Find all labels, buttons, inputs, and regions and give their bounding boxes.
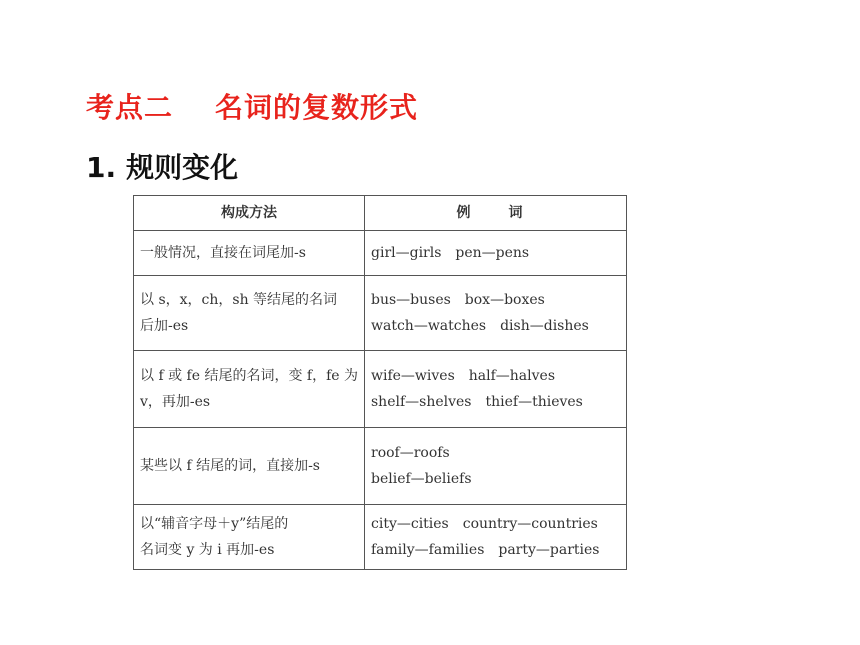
method-line: 某些以 f 结尾的词，直接加-s: [140, 458, 320, 474]
example-line: watch—watches dish—dishes: [371, 318, 589, 334]
table-row: [134, 231, 627, 276]
method-line: v，再加-es: [140, 394, 211, 410]
method-line: 以 f 或 fe 结尾的名词，变 f，fe 为: [140, 368, 358, 384]
section-number: 考点二: [86, 91, 174, 124]
subsection-heading: [86, 146, 238, 186]
table-row: [134, 505, 627, 570]
examples-cell: [365, 276, 627, 351]
method-cell: [134, 231, 365, 276]
method-cell: [134, 351, 365, 428]
plural-rules-table: [133, 195, 627, 570]
method-line: 名词变 y 为 i 再加-es: [140, 542, 275, 558]
examples-cell: [365, 231, 627, 276]
examples-cell: [365, 351, 627, 428]
section-title: 名词的复数形式: [215, 91, 419, 124]
table-row: [134, 351, 627, 428]
table-row: [134, 428, 627, 505]
method-line: 以“辅音字母＋y”结尾的: [140, 516, 289, 532]
method-line: 以 s，x，ch，sh 等结尾的名词: [140, 292, 338, 308]
method-line: 后加-es: [140, 318, 189, 334]
method-line: 一般情况，直接在词尾加-s: [140, 245, 306, 261]
example-line: roof—roofs: [371, 445, 450, 461]
section-heading: [86, 86, 418, 126]
example-line: bus—buses box—boxes: [371, 292, 545, 308]
example-line: girl—girls pen—pens: [371, 245, 530, 261]
example-line: shelf—shelves thief—thieves: [371, 394, 583, 410]
column-header-method: 构成方法: [134, 196, 365, 231]
subsection-number: 1.: [86, 151, 117, 184]
method-cell: [134, 505, 365, 570]
table-row: [134, 276, 627, 351]
examples-cell: [365, 505, 627, 570]
method-cell: [134, 276, 365, 351]
method-cell: [134, 428, 365, 505]
example-line: family—families party—parties: [371, 542, 600, 558]
example-line: city—cities country—countries: [371, 516, 598, 532]
table-header-row: [134, 196, 627, 231]
example-line: wife—wives half—halves: [371, 368, 556, 384]
subsection-title: 规则变化: [126, 151, 239, 184]
example-line: belief—beliefs: [371, 471, 472, 487]
examples-cell: [365, 428, 627, 505]
column-header-examples: 例 词: [365, 196, 627, 231]
